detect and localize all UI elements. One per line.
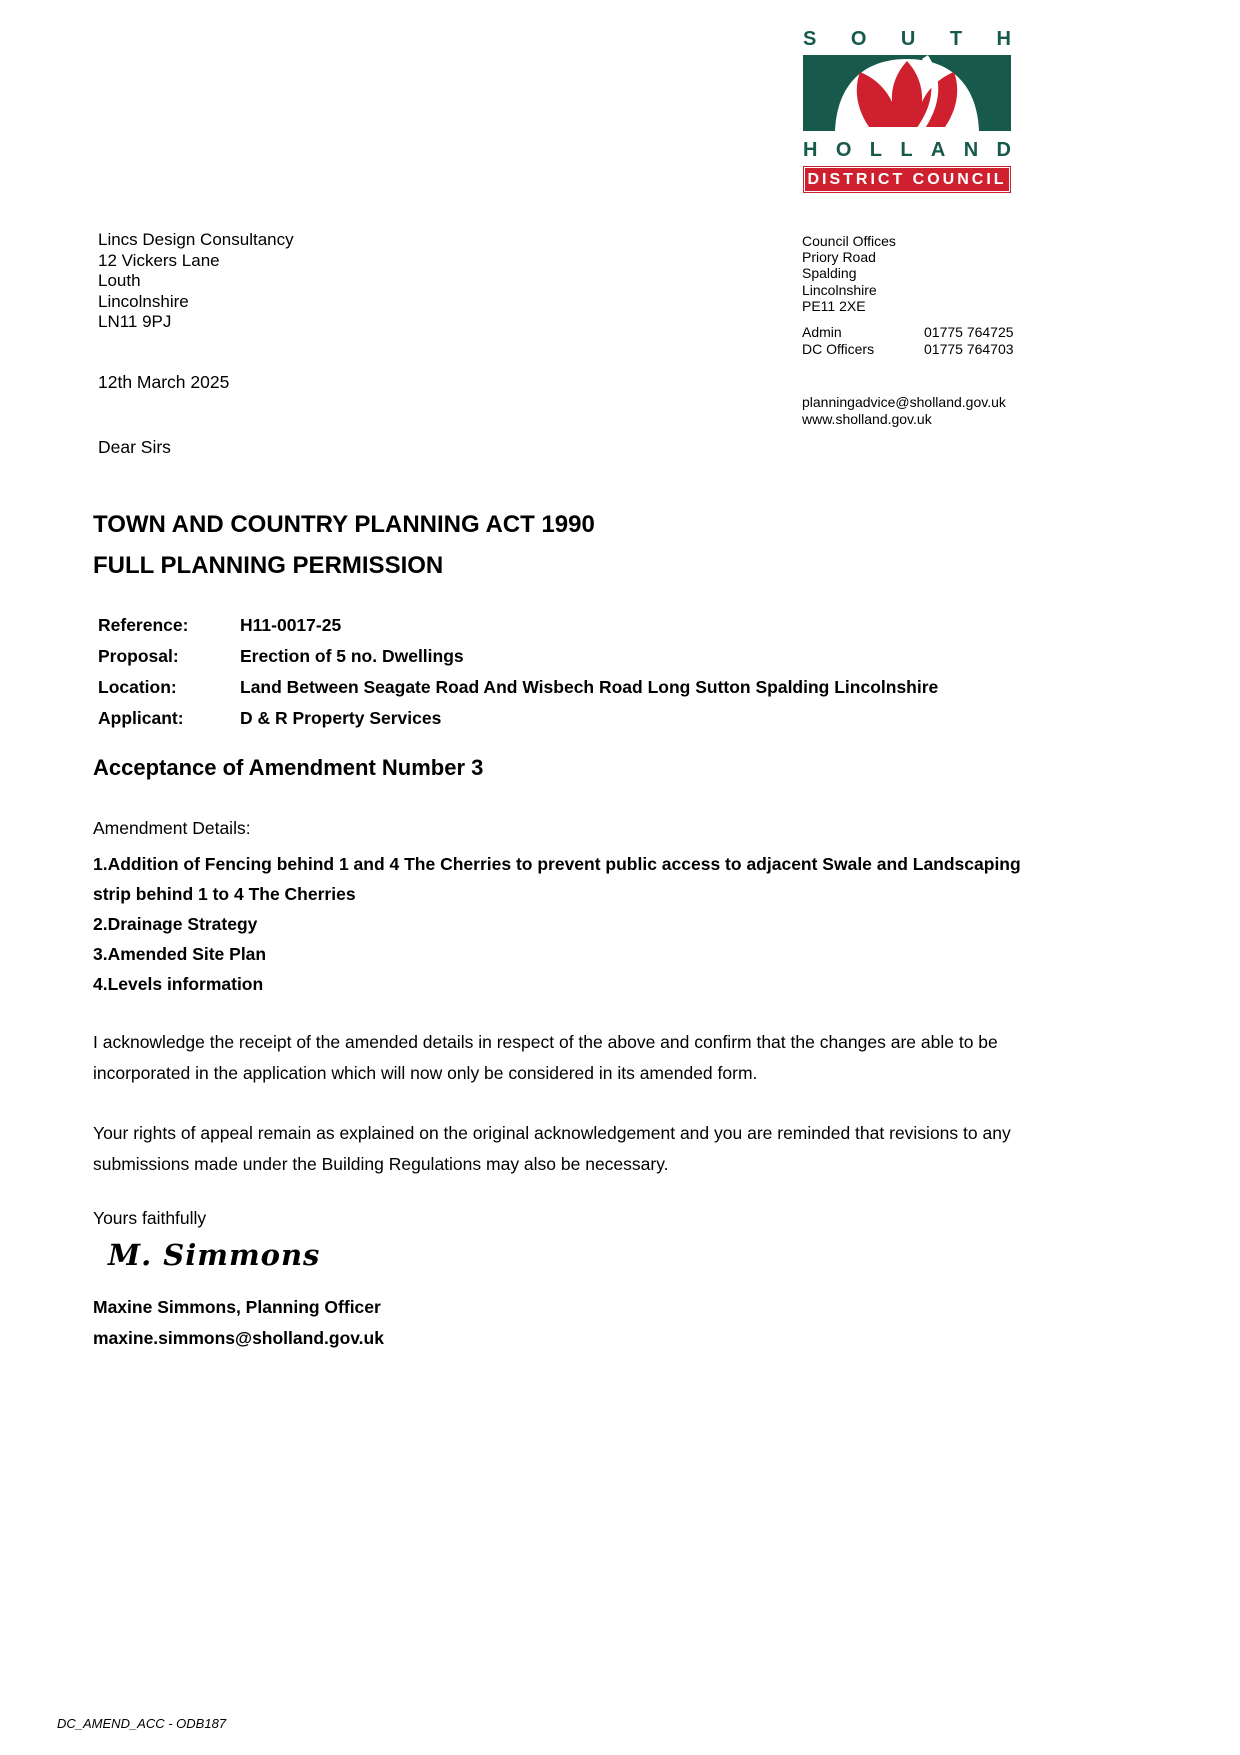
amendment-details	[93, 818, 1033, 999]
application-details	[98, 610, 938, 734]
detail-value: D & R Property Services	[240, 708, 442, 728]
detail-row-location	[98, 672, 938, 703]
logo-word-south: S O U T H	[803, 28, 1011, 50]
tulip-icon	[803, 55, 1011, 131]
council-contact-web	[802, 394, 1006, 428]
phone-label: Admin	[802, 324, 842, 340]
recipient-address	[98, 230, 294, 333]
document-title	[93, 504, 595, 586]
phone-number: 01775 764703	[924, 340, 1014, 357]
detail-row-proposal	[98, 641, 938, 672]
signatory-name: Maxine Simmons, Planning Officer	[93, 1297, 381, 1317]
phone-row	[802, 341, 1014, 358]
phone-label: DC Officers	[802, 340, 875, 357]
document-title-line1: TOWN AND COUNTRY PLANNING ACT 1990	[93, 511, 595, 538]
detail-value: Erection of 5 no. Dwellings	[240, 646, 464, 666]
recipient-line: LN11 9PJ	[98, 312, 172, 331]
closing: Yours faithfully	[93, 1208, 207, 1228]
council-phones	[802, 324, 1014, 357]
amendment-item: 3.Amended Site Plan	[93, 944, 267, 964]
council-address-line: Lincolnshire	[802, 281, 877, 298]
letter-date: 12th March 2025	[98, 372, 230, 392]
council-address-line: Spalding	[802, 265, 857, 282]
body-paragraph: Your rights of appeal remain as explained on the original acknowledgement and you are reminded that revisions to any submissions made under the Building Regulations may also be necessary.	[93, 1123, 1011, 1174]
recipient-line: Lincolnshire	[98, 291, 189, 311]
recipient-line: Louth	[98, 271, 141, 290]
signatory-email: maxine.simmons@sholland.gov.uk	[93, 1328, 384, 1348]
council-address	[802, 233, 896, 314]
detail-value: H11-0017-25	[240, 615, 342, 635]
body-paragraph: I acknowledge the receipt of the amended details in respect of the above and confirm that the changes are able to be incorporated in the application which will now only be considered in its amended form.	[93, 1032, 998, 1083]
recipient-line: Lincs Design Consultancy	[98, 230, 294, 249]
amendment-item: 2.Drainage Strategy	[93, 914, 258, 934]
phone-number: 01775 764725	[924, 324, 1014, 340]
phone-row	[802, 324, 1014, 341]
document-title-line2: FULL PLANNING PERMISSION	[93, 552, 444, 579]
amendment-items	[93, 849, 1033, 999]
detail-label: Location:	[98, 677, 177, 697]
detail-label: Proposal:	[98, 646, 179, 666]
detail-row-reference	[98, 610, 938, 641]
detail-value: Land Between Seagate Road And Wisbech Road Long Sutton Spalding Lincolnshire	[240, 677, 939, 697]
amendment-details-label: Amendment Details:	[93, 818, 251, 838]
council-address-line: PE11 2XE	[802, 297, 866, 314]
detail-row-applicant	[98, 703, 938, 734]
recipient-line: 12 Vickers Lane	[98, 250, 220, 270]
council-address-line: Priory Road	[802, 249, 876, 266]
council-logo	[803, 28, 1011, 193]
logo-banner: DISTRICT COUNCIL	[803, 166, 1011, 193]
salutation: Dear Sirs	[98, 437, 171, 457]
council-email: planningadvice@sholland.gov.uk	[802, 394, 1006, 410]
council-website: www.sholland.gov.uk	[802, 411, 932, 427]
document-reference-code: DC_AMEND_ACC - ODB187	[57, 1716, 227, 1731]
logo-word-holland: H O L L A N D	[803, 139, 1011, 161]
section-heading: Acceptance of Amendment Number 3	[93, 755, 484, 780]
detail-label: Reference:	[98, 615, 189, 635]
amendment-item: 4.Levels information	[93, 974, 264, 994]
detail-label: Applicant:	[98, 708, 184, 728]
signature: M. Simmons	[108, 1238, 321, 1272]
signatory-block	[93, 1292, 384, 1354]
amendment-item: 1.Addition of Fencing behind 1 and 4 The Cherries to prevent public access to adjacent Swale and Landscaping strip behind 1 to 4 The Cherries	[93, 854, 1021, 904]
council-address-line: Council Offices	[802, 233, 896, 249]
